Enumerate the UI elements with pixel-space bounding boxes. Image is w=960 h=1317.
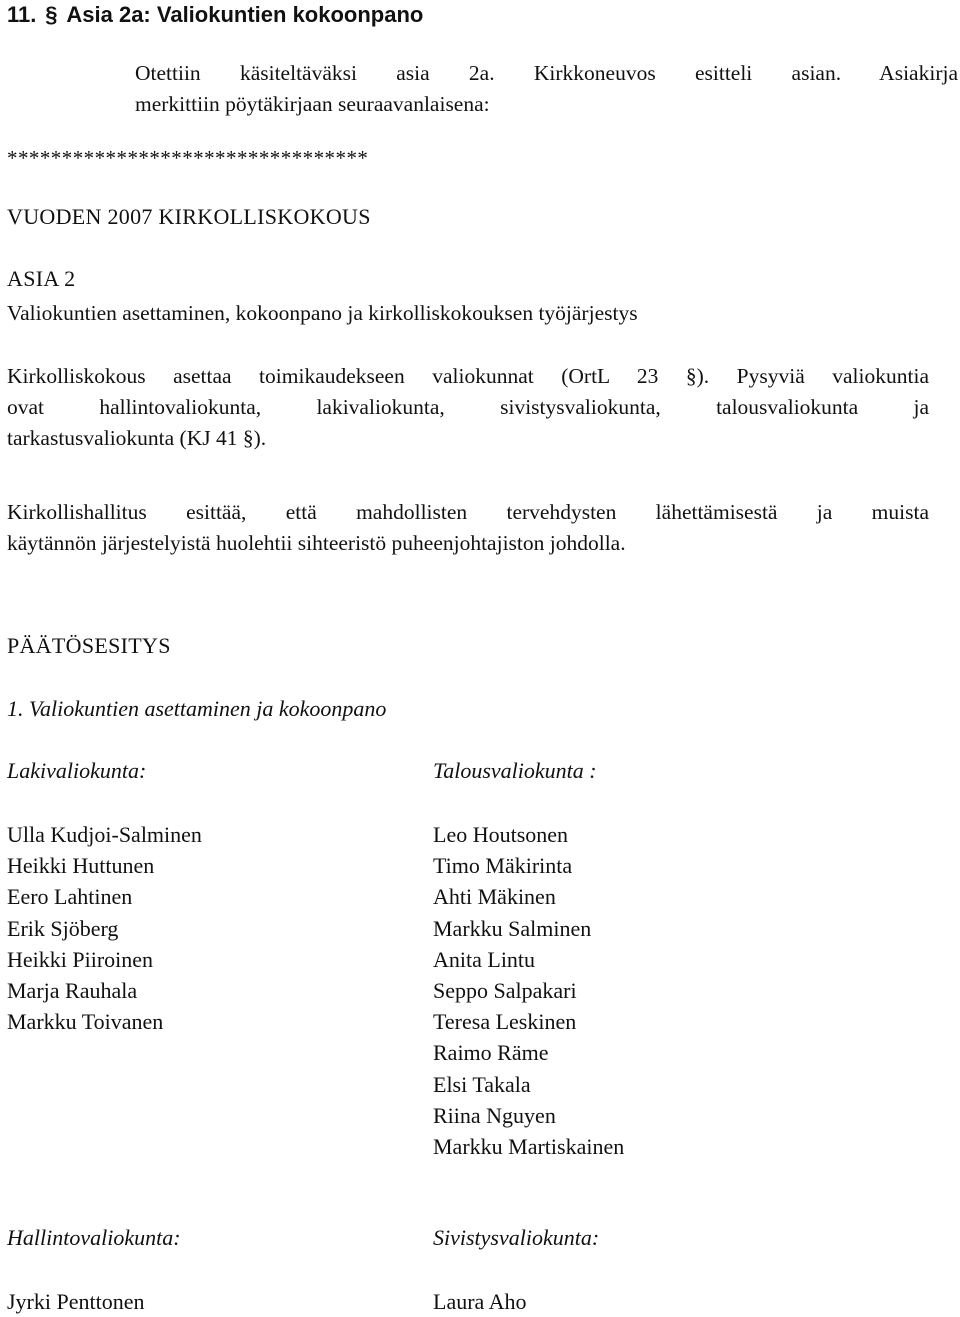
committee-hallinto-label: Hallintovaliokunta: [7,1225,181,1250]
committee-talous-members [433,819,624,1162]
member-name: Ulla Kudjoi-Salminen [7,822,202,847]
member-name: Eero Lahtinen [7,884,133,910]
committee-laki-label: Lakivaliokunta: [7,758,147,783]
member-name: Markku Toivanen [7,1009,164,1035]
committee-sivistys-label: Sivistysvaliokunta: [433,1225,600,1250]
member-name: Markku Salminen [433,915,592,941]
paragraph1-line-1: Kirkolliskokous asettaa toimikaudekseen valiokunnat (OrtL 23 §). Pysyviä valiokuntia [7,364,929,388]
member-name: Laura Aho [433,1289,527,1314]
paragraph-symbol: § [242,426,254,450]
document-title: VUODEN 2007 KIRKOLLISKOKOUS [7,204,371,229]
member-name: Teresa Leskinen [433,1009,577,1035]
committee-sivistys-members [433,1286,526,1317]
section-number: 11. [7,2,37,27]
member-name: Anita Lintu [433,946,536,972]
member-name: Timo Mäkirinta [433,853,573,879]
committee-talous-label: Talousvaliokunta : [433,758,597,783]
section-title: Asia 2a: Valiokuntien kokoonpano [66,2,424,27]
intro-line-2: merkittiin pöytäkirjaan seuraavanlaisena: [135,92,490,116]
member-name: Raimo Räme [433,1040,549,1066]
decision-subtitle: 1. Valiokuntien asettaminen ja kokoonpano [7,696,387,721]
separator-line: ********************************* [7,146,369,170]
decision-title: PÄÄTÖSESITYS [7,633,171,658]
item-label: ASIA 2 [7,266,76,291]
section-heading [7,2,423,28]
item-subject: Valiokuntien asettaminen, kokoonpano ja kirkolliskokouksen työjärjestys [7,301,638,325]
section-symbol: § [45,2,58,27]
member-name: Leo Houtsonen [433,822,569,847]
paragraph1-line-2: ovat hallintovaliokunta, lakivaliokunta, sivistysvaliokunta, talousvaliokunta ja [7,395,929,419]
member-name: Jyrki Penttonen [7,1289,145,1314]
paragraph2-line-2: käytännön järjestelyistä huolehtii sihteeristö puheenjohtajiston johdolla. [7,531,626,555]
member-name: Riina Nguyen [433,1102,556,1128]
member-name: Elsi Takala [433,1071,531,1097]
member-name: Heikki Huttunen [7,853,155,879]
paragraph2-line-1: Kirkollishallitus esittää, että mahdollisten tervehdysten lähettämisestä ja muista [7,500,929,524]
paragraph-symbol: § [685,364,697,388]
committee-laki-members [7,819,202,1037]
intro-line-1: Otettiin käsiteltäväksi asia 2a. Kirkkoneuvos esitteli asian. Asiakirja [135,61,958,85]
member-name: Markku Martiskainen [433,1134,625,1160]
member-name: Heikki Piiroinen [7,946,154,972]
committee-hallinto-members [7,1286,145,1317]
member-name: Seppo Salpakari [433,978,577,1004]
member-name: Ahti Mäkinen [433,884,556,910]
member-name: Erik Sjöberg [7,915,119,941]
member-name: Marja Rauhala [7,978,138,1004]
paragraph1-line-3: tarkastusvaliokunta (KJ 41 §). [7,426,267,450]
